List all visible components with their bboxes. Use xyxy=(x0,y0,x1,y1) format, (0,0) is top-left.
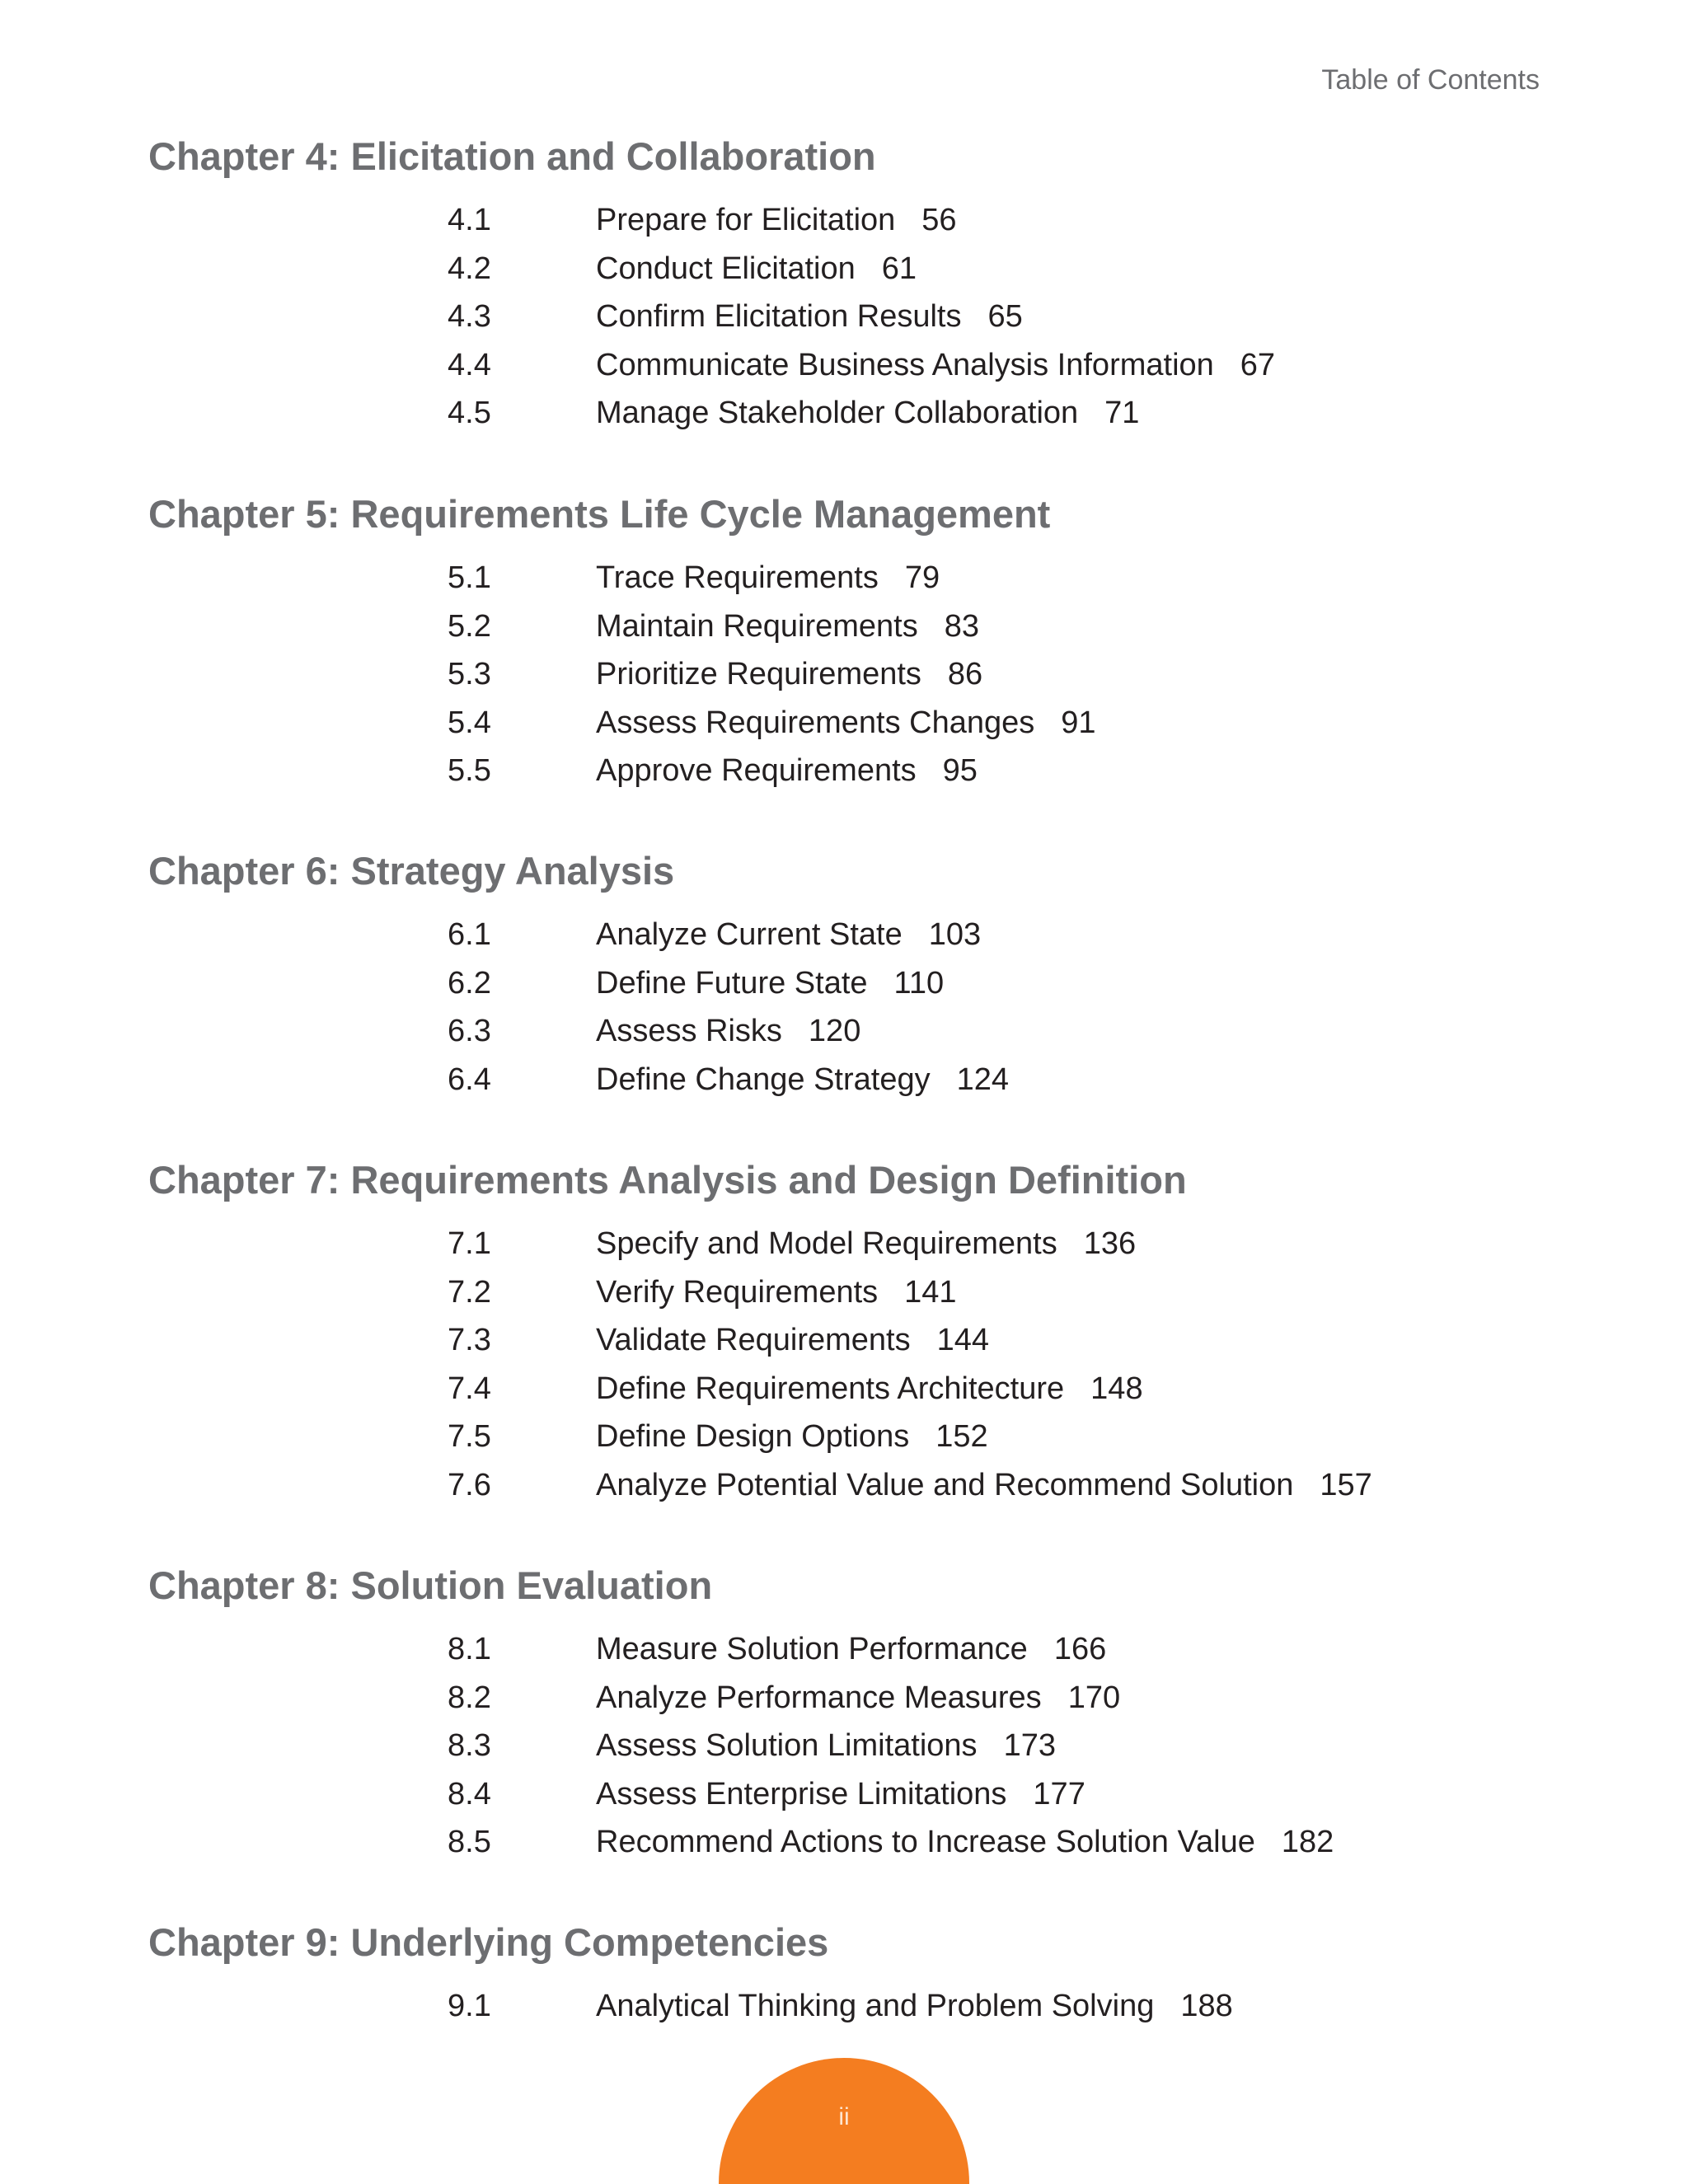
section-title: Analyze Potential Value and Recommend Solution xyxy=(596,1468,1294,1502)
section-title-group xyxy=(596,1728,1056,1764)
section-page-number: 67 xyxy=(1240,348,1276,382)
section-number: 5.4 xyxy=(448,705,491,740)
section-page-number: 166 xyxy=(1053,1632,1107,1666)
section-title-group xyxy=(596,1777,1085,1812)
section-title: Analytical Thinking and Problem Solving xyxy=(596,1989,1155,2023)
section-title-group xyxy=(596,348,1275,383)
section-page-number: 144 xyxy=(936,1323,990,1357)
section-number: 8.3 xyxy=(448,1728,491,1763)
section-page-number: 182 xyxy=(1281,1825,1334,1859)
section-title: Recommend Actions to Increase Solution Value xyxy=(596,1825,1255,1859)
section-title: Validate Requirements xyxy=(596,1323,911,1357)
toc-entry[interactable] xyxy=(0,1989,1688,2032)
section-number: 5.5 xyxy=(448,753,491,788)
section-title-group xyxy=(596,1989,1233,2024)
section-page-number: 65 xyxy=(987,299,1023,334)
section-title-group xyxy=(596,917,981,953)
chapter-title: Chapter 4: Elicitation and Collaboration xyxy=(148,134,876,178)
section-title-group xyxy=(596,1419,988,1455)
toc-entry[interactable] xyxy=(0,203,1688,246)
section-page-number: 148 xyxy=(1090,1371,1143,1406)
section-title-group xyxy=(596,753,978,789)
section-number: 4.5 xyxy=(448,396,491,430)
section-page-number: 152 xyxy=(935,1419,988,1454)
section-title-group xyxy=(596,299,1023,335)
section-title-group xyxy=(596,966,944,1001)
section-page-number: 61 xyxy=(881,251,917,286)
section-page-number: 157 xyxy=(1320,1468,1372,1502)
section-number: 5.1 xyxy=(448,560,491,595)
section-title: Assess Solution Limitations xyxy=(596,1728,978,1763)
section-page-number: 170 xyxy=(1067,1680,1121,1715)
toc-entry[interactable] xyxy=(0,1680,1688,1723)
section-title: Analyze Current State xyxy=(596,917,903,952)
section-title: Define Requirements Architecture xyxy=(596,1371,1065,1406)
section-title-group xyxy=(596,203,957,238)
toc-entry[interactable] xyxy=(0,1777,1688,1820)
section-title-group xyxy=(596,1226,1136,1262)
toc-entry[interactable] xyxy=(0,705,1688,748)
section-number: 8.2 xyxy=(448,1680,491,1715)
section-page-number: 136 xyxy=(1083,1226,1137,1261)
section-number: 6.2 xyxy=(448,966,491,1001)
section-number: 7.3 xyxy=(448,1323,491,1357)
toc-entry[interactable] xyxy=(0,917,1688,960)
section-number: 4.1 xyxy=(448,203,491,237)
section-title: Communicate Business Analysis Information xyxy=(596,348,1214,382)
toc-entry[interactable] xyxy=(0,299,1688,342)
section-number: 7.1 xyxy=(448,1226,491,1261)
section-title-group xyxy=(596,1680,1120,1716)
toc-entry[interactable] xyxy=(0,348,1688,391)
section-title: Trace Requirements xyxy=(596,560,879,595)
toc-entry[interactable] xyxy=(0,1419,1688,1462)
toc-entry[interactable] xyxy=(0,1468,1688,1511)
section-title-group xyxy=(596,251,917,287)
section-page-number: 56 xyxy=(921,203,957,237)
toc-entry[interactable] xyxy=(0,753,1688,796)
chapter-title: Chapter 9: Underlying Competencies xyxy=(148,1920,829,1964)
section-number: 5.3 xyxy=(448,657,491,691)
section-title-group xyxy=(596,396,1139,431)
section-number: 4.3 xyxy=(448,299,491,334)
toc-entry[interactable] xyxy=(0,657,1688,700)
section-page-number: 124 xyxy=(956,1062,1009,1097)
section-number: 8.4 xyxy=(448,1777,491,1811)
chapter-title: Chapter 7: Requirements Analysis and Design Definition xyxy=(148,1158,1187,1202)
section-title: Define Future State xyxy=(596,966,868,1001)
toc-entry[interactable] xyxy=(0,396,1688,438)
section-title-group xyxy=(596,1825,1334,1860)
section-title-group xyxy=(596,1371,1143,1407)
section-number: 7.4 xyxy=(448,1371,491,1406)
toc-entry[interactable] xyxy=(0,1275,1688,1318)
section-number: 6.1 xyxy=(448,917,491,952)
section-title-group xyxy=(596,560,940,596)
chapter-title: Chapter 5: Requirements Life Cycle Management xyxy=(148,492,1051,536)
section-page-number: 110 xyxy=(893,966,945,1001)
section-title: Define Design Options xyxy=(596,1419,910,1454)
section-title: Conduct Elicitation xyxy=(596,251,856,286)
section-page-number: 188 xyxy=(1180,1989,1233,2023)
section-title-group xyxy=(596,1323,989,1358)
section-page-number: 103 xyxy=(928,917,982,952)
section-title-group xyxy=(596,1275,957,1310)
section-title: Assess Requirements Changes xyxy=(596,705,1035,740)
section-page-number: 83 xyxy=(944,609,980,644)
toc-entry[interactable] xyxy=(0,560,1688,603)
toc-entry[interactable] xyxy=(0,609,1688,652)
section-number: 9.1 xyxy=(448,1989,491,2023)
section-page-number: 95 xyxy=(942,753,978,788)
section-title: Maintain Requirements xyxy=(596,609,918,644)
section-title: Prepare for Elicitation xyxy=(596,203,896,237)
toc-entry[interactable] xyxy=(0,1728,1688,1771)
section-title: Assess Enterprise Limitations xyxy=(596,1777,1007,1811)
toc-entry[interactable] xyxy=(0,251,1688,294)
section-title-group xyxy=(596,1062,1009,1098)
toc-entry[interactable] xyxy=(0,1371,1688,1414)
section-title-group xyxy=(596,657,982,692)
chapter-title: Chapter 8: Solution Evaluation xyxy=(148,1563,713,1607)
section-title: Prioritize Requirements xyxy=(596,657,921,691)
section-page-number: 173 xyxy=(1003,1728,1056,1763)
section-page-number: 120 xyxy=(808,1014,861,1048)
toc-entry[interactable] xyxy=(0,1632,1688,1675)
section-number: 5.2 xyxy=(448,609,491,644)
section-title: Assess Risks xyxy=(596,1014,782,1048)
section-title: Manage Stakeholder Collaboration xyxy=(596,396,1079,430)
toc-entry[interactable] xyxy=(0,1825,1688,1868)
section-page-number: 86 xyxy=(947,657,983,691)
toc-entry[interactable] xyxy=(0,966,1688,1009)
section-page-number: 71 xyxy=(1104,396,1140,430)
section-number: 8.5 xyxy=(448,1825,491,1859)
section-page-number: 91 xyxy=(1061,705,1096,740)
section-number: 8.1 xyxy=(448,1632,491,1666)
section-title: Specify and Model Requirements xyxy=(596,1226,1057,1261)
section-number: 4.4 xyxy=(448,348,491,382)
section-number: 4.2 xyxy=(448,251,491,286)
toc-entry[interactable] xyxy=(0,1226,1688,1269)
section-number: 7.6 xyxy=(448,1468,491,1502)
section-title: Approve Requirements xyxy=(596,753,917,788)
section-title-group xyxy=(596,1014,860,1049)
section-title: Verify Requirements xyxy=(596,1275,879,1310)
chapter-title: Chapter 6: Strategy Analysis xyxy=(148,849,675,893)
running-header: Table of Contents xyxy=(1321,64,1540,96)
section-title: Analyze Performance Measures xyxy=(596,1680,1042,1715)
section-title-group xyxy=(596,1468,1372,1503)
section-page-number: 177 xyxy=(1033,1777,1085,1811)
section-title-group xyxy=(596,705,1096,741)
page-number: ii xyxy=(838,2103,850,2130)
section-number: 6.4 xyxy=(448,1062,491,1097)
section-number: 7.2 xyxy=(448,1275,491,1310)
section-title-group xyxy=(596,1632,1106,1667)
section-number: 6.3 xyxy=(448,1014,491,1048)
toc-entry[interactable] xyxy=(0,1062,1688,1105)
section-title: Measure Solution Performance xyxy=(596,1632,1028,1666)
section-title: Define Change Strategy xyxy=(596,1062,931,1097)
section-title: Confirm Elicitation Results xyxy=(596,299,962,334)
section-title-group xyxy=(596,609,979,644)
section-number: 7.5 xyxy=(448,1419,491,1454)
section-page-number: 141 xyxy=(904,1275,957,1310)
toc-entry[interactable] xyxy=(0,1323,1688,1366)
toc-entry[interactable] xyxy=(0,1014,1688,1057)
section-page-number: 79 xyxy=(904,560,940,595)
